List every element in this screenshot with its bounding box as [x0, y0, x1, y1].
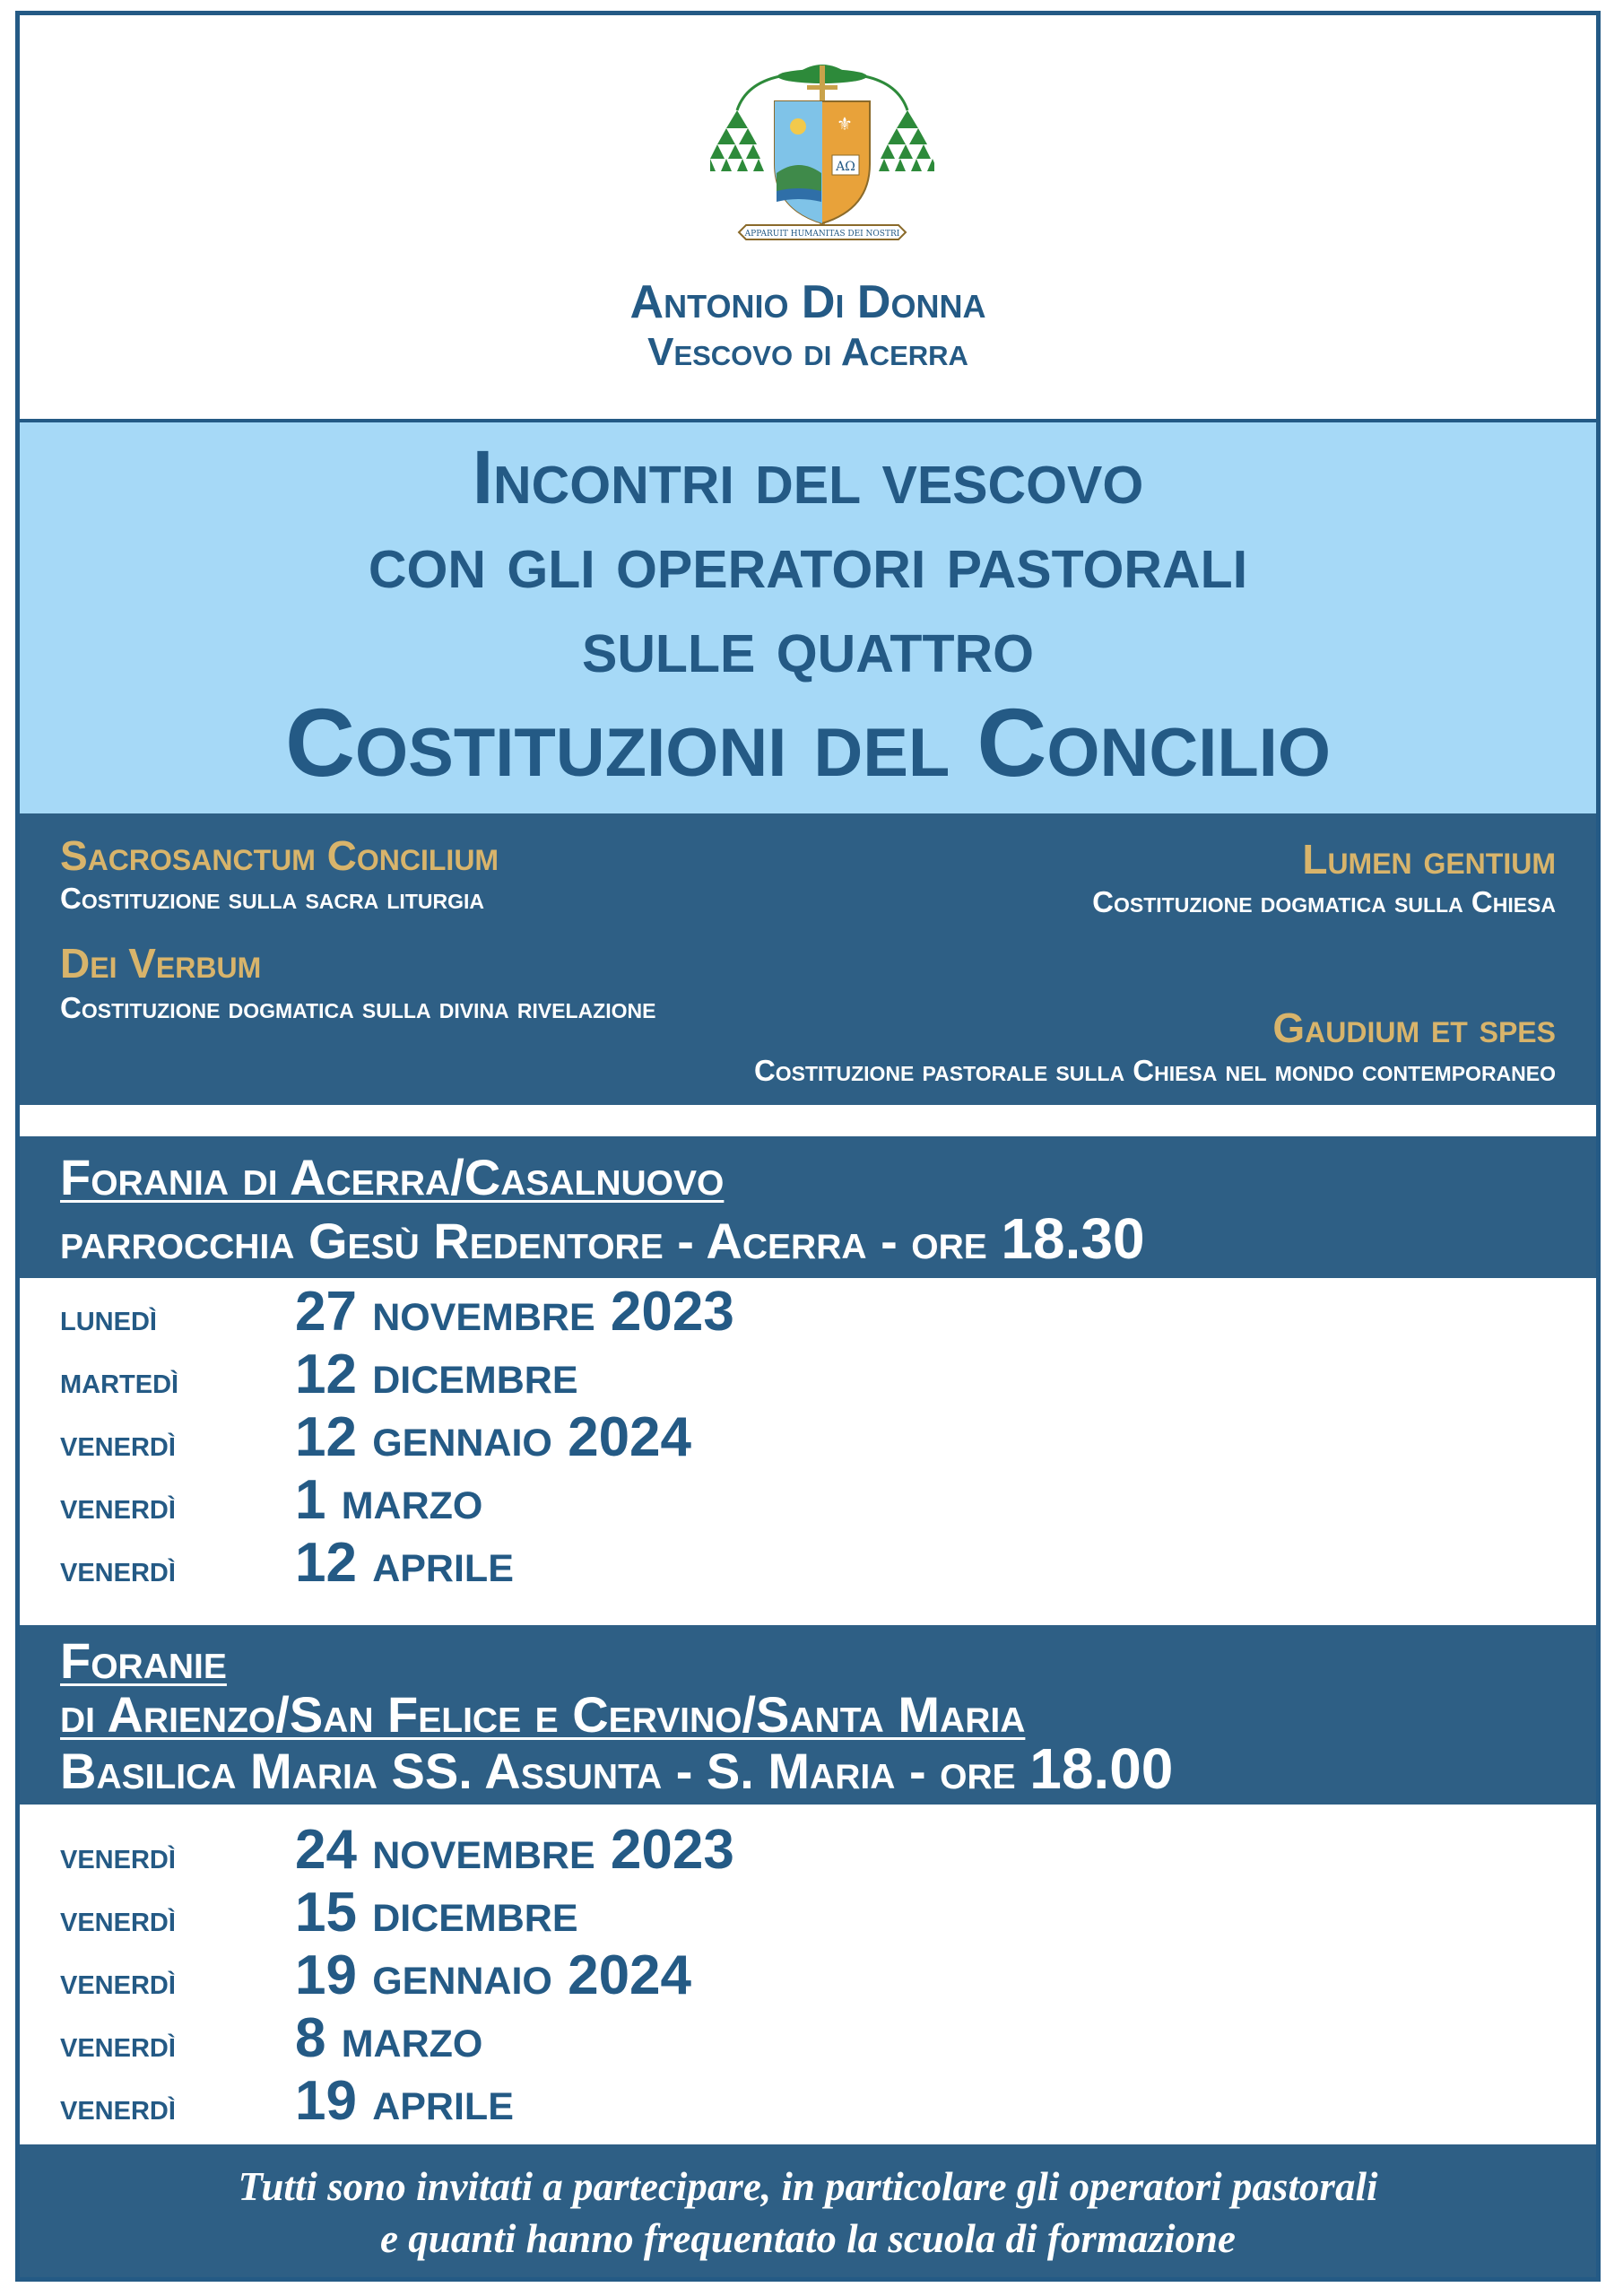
constitutions-band [20, 813, 1596, 1105]
list-item: venerdì 15 dicembre [60, 1882, 578, 1944]
footer-line-1: Tutti sono invitati a partecipare, in particolare gli operatori pastorali [238, 2164, 1378, 2209]
constitution-name: Lumen gentium [1302, 836, 1556, 883]
forania-1-header [20, 1136, 1596, 1278]
forania-2-title: Foranie [60, 1632, 227, 1689]
svg-text:APPARUIT HUMANITAS DEI NOSTRI: APPARUIT HUMANITAS DEI NOSTRI [744, 230, 900, 239]
forania-1-dates [60, 1280, 734, 1594]
title-band [20, 419, 1596, 817]
forania-1-hour: 18.30 [1001, 1206, 1145, 1271]
list-item: venerdì 1 marzo [60, 1469, 483, 1531]
list-item: venerdì 19 aprile [60, 2070, 514, 2132]
author-role: Vescovo di Acerra [647, 330, 968, 374]
forania-2-header [20, 1625, 1596, 1805]
invitation-footer [20, 2144, 1596, 2277]
title-line-3: sulle quattro [581, 604, 1035, 688]
forania-2-venue: Basilica Maria SS. Assunta - S. Maria - ore [60, 1743, 1016, 1799]
footer-line-2: e quanti hanno frequentato la scuola di formazione [380, 2216, 1236, 2261]
svg-text:AΩ: AΩ [836, 160, 855, 174]
constitution-description: Costituzione sulla sacra liturgia [60, 882, 484, 915]
title-line-1: Incontri del vescovo [472, 435, 1144, 519]
title-line-4: Costituzioni del Concilio [285, 688, 1331, 796]
list-item: venerdì 19 gennaio 2024 [60, 1944, 692, 2006]
forania-2-hour: 18.00 [1029, 1736, 1174, 1801]
forania-2-subtitle: di Arienzo/San Felice e Cervino/Santa Maria [60, 1686, 1026, 1743]
forania-1-venue: parrocchia Gesù Redentore - Acerra - ore [60, 1213, 987, 1269]
list-item: venerdì 12 aprile [60, 1532, 514, 1594]
list-item: martedì 12 dicembre [60, 1344, 578, 1405]
list-item: venerdì 12 gennaio 2024 [60, 1406, 692, 1468]
constitution-name: Gaudium et spes [1272, 1004, 1556, 1051]
forania-2-dates [60, 1818, 734, 2132]
constitution-description: Costituzione dogmatica sulla Chiesa [1092, 885, 1556, 918]
constitution-name: Dei Verbum [60, 940, 262, 987]
poster [15, 11, 1601, 2282]
author-name: Antonio Di Donna [629, 276, 986, 328]
svg-text:⚜: ⚜ [837, 113, 853, 135]
coat-of-arms-icon [710, 57, 934, 254]
constitution-name: Sacrosanctum Concilium [60, 832, 499, 879]
author-block [20, 275, 1596, 376]
list-item: venerdì 8 marzo [60, 2007, 483, 2069]
constitution-description: Costituzione dogmatica sulla divina rivelazione [60, 991, 656, 1024]
list-item: venerdì 24 novembre 2023 [60, 1819, 734, 1881]
title-line-2: con gli operatori pastorali [368, 519, 1248, 604]
list-item: lunedì 27 novembre 2023 [60, 1281, 734, 1343]
forania-1-title: Forania di Acerra/Casalnuovo [60, 1149, 725, 1205]
constitution-description: Costituzione pastorale sulla Chiesa nel mondo contemporaneo [753, 1054, 1556, 1087]
